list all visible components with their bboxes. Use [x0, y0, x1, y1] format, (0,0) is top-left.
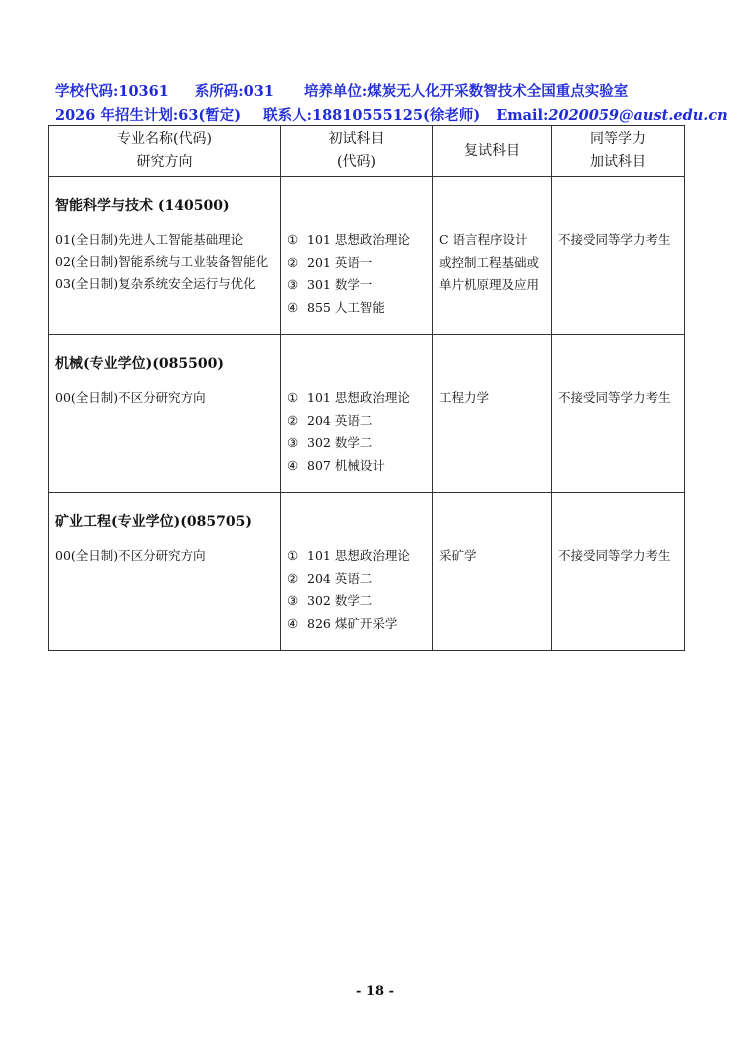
equivalent-cell: [552, 493, 685, 651]
header-equivalent-line1: 同等学力: [590, 131, 646, 147]
email-label: Email:: [496, 107, 549, 124]
header-equivalent-line2: 加试科目: [590, 154, 646, 170]
subjects-cell: [281, 177, 433, 335]
retest-line: 采矿学: [439, 548, 477, 563]
header-initial-line1: 初试科目: [328, 131, 385, 147]
subjects-cell: [281, 493, 433, 651]
equivalent-cell: [552, 335, 685, 493]
retest-line: C 语言程序设计: [439, 232, 528, 247]
subject-text: 101 思想政治理论: [307, 390, 410, 405]
enrollment-plan: 2026 年招生计划:63(暂定): [55, 107, 242, 124]
subject-text: 101 思想政治理论: [307, 232, 410, 247]
subject-item: [287, 274, 432, 297]
subject-number: ③: [287, 593, 299, 608]
subject-text: 302 数学二: [307, 593, 373, 608]
direction-item: 00(全日制)不区分研究方向: [55, 390, 206, 405]
subject-list: [287, 545, 432, 635]
subject-item: [287, 545, 432, 568]
header-major-line2: 研究方向: [136, 154, 193, 170]
subject-item: [287, 455, 432, 478]
subject-item: [287, 590, 432, 613]
subject-item: [287, 252, 432, 275]
direction-item: 00(全日制)不区分研究方向: [55, 548, 206, 563]
subject-item: [287, 568, 432, 591]
subject-text: 807 机械设计: [307, 457, 385, 473]
subject-number: ①: [287, 390, 299, 405]
email-link[interactable]: 2020059@aust.edu.cn: [548, 107, 728, 124]
subject-item: [287, 229, 432, 252]
training-unit: 培养单位:煤炭无人化开采数智技术全国重点实验室: [303, 83, 629, 100]
direction-item: 03(全日制)复杂系统安全运行与优化: [55, 276, 256, 291]
equivalent-text: 不接受同等学力考生: [558, 390, 671, 405]
dept-code: 系所码:031: [194, 83, 274, 100]
subject-number: ④: [287, 299, 299, 315]
subject-number: ①: [287, 232, 299, 247]
subject-item: [287, 410, 432, 433]
major-cell: [49, 335, 281, 493]
subject-text: 204 英语二: [307, 570, 373, 586]
admission-table: [48, 125, 685, 651]
subject-list: [287, 229, 432, 319]
header-major: [49, 126, 281, 177]
subject-number: ③: [287, 277, 299, 292]
equivalent-text: 不接受同等学力考生: [558, 548, 671, 563]
direction-item: 02(全日制)智能系统与工业装备智能化: [55, 254, 269, 269]
subject-text: 101 思想政治理论: [307, 548, 410, 563]
header-initial-exam: [281, 126, 433, 177]
subject-number: ③: [287, 435, 299, 450]
retest-cell: [433, 335, 552, 493]
subject-text: 826 煤矿开采学: [307, 615, 398, 631]
subject-text: 855 人工智能: [307, 299, 385, 315]
table-row: [49, 493, 685, 651]
subject-text: 302 数学二: [307, 435, 373, 450]
subject-item: [287, 613, 432, 636]
subject-number: ②: [287, 254, 299, 270]
retest-list: [439, 229, 551, 297]
retest-line: 工程力学: [439, 390, 490, 405]
header-retest: [433, 126, 552, 177]
subject-item: [287, 387, 432, 410]
retest-cell: [433, 493, 552, 651]
subjects-cell: [281, 335, 433, 493]
retest-list: [439, 387, 551, 410]
subject-number: ④: [287, 457, 299, 473]
subject-number: ②: [287, 570, 299, 586]
subject-number: ①: [287, 548, 299, 563]
subject-item: [287, 297, 432, 320]
major-name: 智能科学与技术 (140500): [55, 198, 230, 214]
retest-line: 或控制工程基础或: [439, 254, 540, 270]
direction-item: 01(全日制)先进人工智能基础理论: [55, 232, 244, 247]
equivalent-text: 不接受同等学力考生: [558, 232, 671, 247]
major-cell: [49, 493, 281, 651]
header-line-1: [55, 80, 628, 101]
retest-list: [439, 545, 551, 568]
subject-number: ④: [287, 615, 299, 631]
retest-line: 单片机原理及应用: [439, 277, 540, 292]
school-code: 学校代码:10361: [55, 83, 169, 100]
header-equivalent: [552, 126, 685, 177]
subject-item: [287, 432, 432, 455]
subject-list: [287, 387, 432, 477]
major-name: 机械(专业学位)(085500): [55, 356, 224, 372]
subject-text: 301 数学一: [307, 277, 373, 292]
equivalent-cell: [552, 177, 685, 335]
direction-list: [55, 545, 280, 567]
header-line-2: [55, 104, 728, 125]
major-name: 矿业工程(专业学位)(085705): [55, 514, 252, 530]
subject-text: 204 英语二: [307, 412, 373, 428]
header-initial-line2: (代码): [337, 154, 376, 170]
retest-cell: [433, 177, 552, 335]
subject-number: ②: [287, 412, 299, 428]
table-row: [49, 335, 685, 493]
subject-text: 201 英语一: [307, 254, 373, 270]
page-number: - 18 -: [356, 984, 394, 999]
header-retest-label: 复试科目: [464, 142, 520, 159]
header-major-line1: 专业名称(代码): [117, 131, 212, 147]
direction-list: [55, 229, 280, 295]
direction-list: [55, 387, 280, 409]
table-header-row: [49, 126, 685, 177]
major-cell: [49, 177, 281, 335]
contact-person: 联系人:18810555125(徐老师): [263, 107, 481, 124]
table-row: [49, 177, 685, 335]
